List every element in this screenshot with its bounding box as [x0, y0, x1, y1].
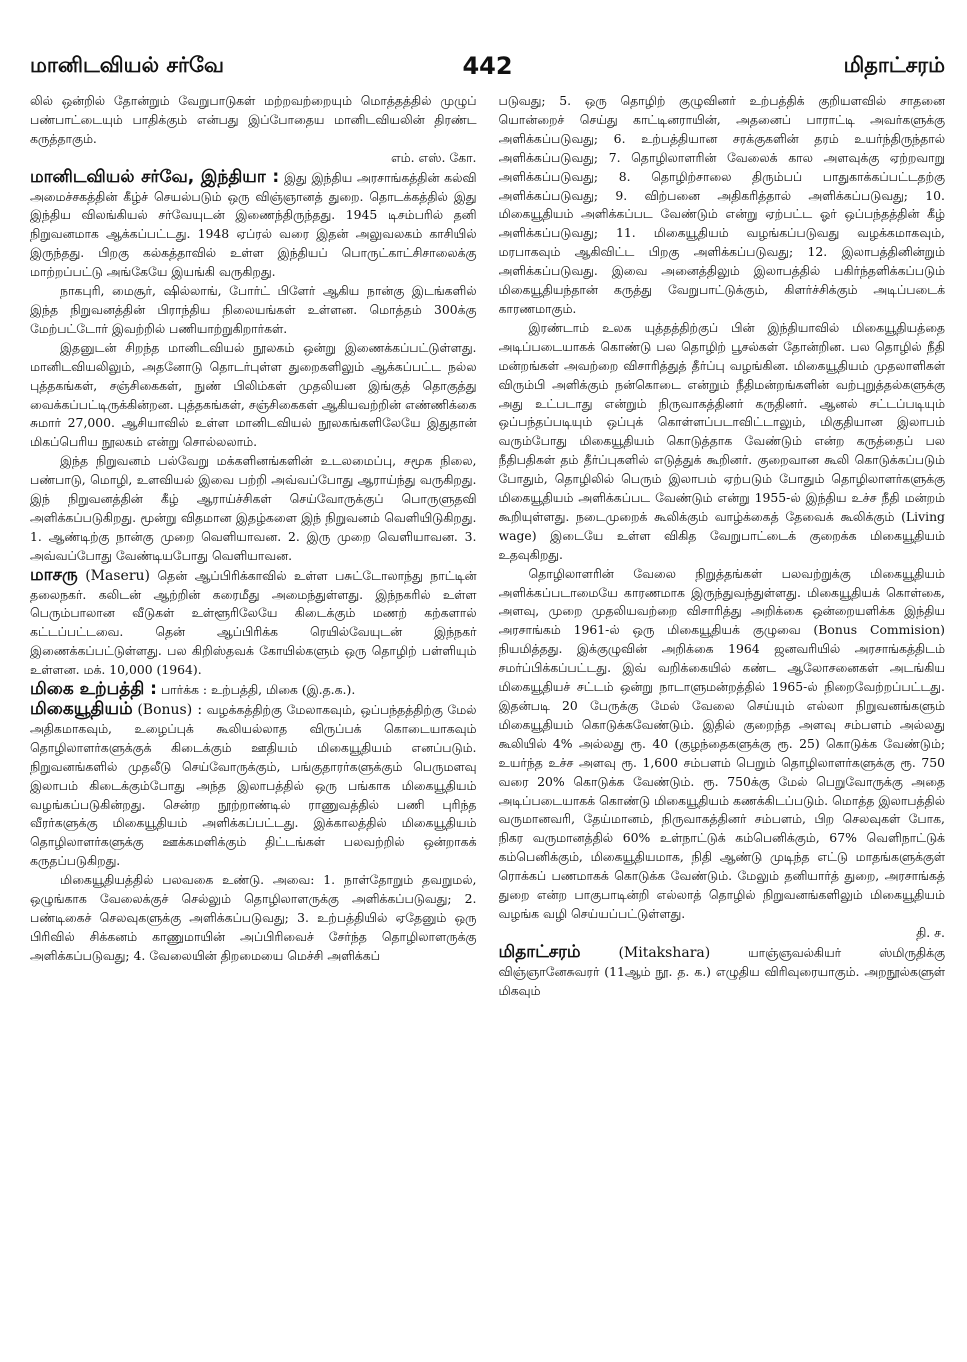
page-number: 442: [462, 52, 513, 80]
entry-anthropological-survey: [30, 168, 477, 282]
paragraph: தொழிலாளரின் வேலை நிறுத்தங்கள் பலவற்றுக்கு மிகையூதியம் அளிக்கப்படாமையே காரணமாக இருந்துவந்துள்ளது. மிகையூதியக் கொள்கை, அளவு, முறை முதலியவற்றை விசாரித்து அறிக்கை ஒன்றையளிக்க இந்திய அரசாங்கம் 1961-ல் ஒரு மிகையூதியக் குழுவை (Bonus Commision) நியமித்தது. இக்குழுவின் அறிக்கை 1964 ஜனவரியில் அரசாங்கத்திடம் சமர்ப்பிக்கப்பட்டது. இவ் வறிக்கையில் கண்ட ஆலோசனைகள் அடங்கிய மிகையூதியச் சட்டம் ஒன்று நாடாளுமன்றத்தில் 1965-ல் நிறைவேற்றப்பட்டது. இதன்படி 20 பேருக்கு மேல் வேலை செய்யும் எல்லா நிறுவனங்களும் மிகையூதியம் கொடுக்கவேண்டும். இதில் குறைந்த அளவு சம்பளம் அல்லது கூலியில் 4% அல்லது ரூ. 40 (குழந்தைகளுக்கு ரூ. 25) கொடுக்க வேண்டும்; உயர்ந்த உச்ச அளவு ரூ. 1,600 சம்பளம் பெறும் தொழிலாளர்களுக்கு ரூ. 750 வரை 20% கொடுக்க வேண்டும். ரூ. 750க்கு மேல் பெறுவோருக்கு அதை அடிப்படையாகக் கொண்டு மிகையூதியம் கணக்கிடப்படும். மொத்த இலாபத்தில் வருமானவரி, தேய்மானம், நிருவாகத்தினர் சம்பளம், பிற செலவுகள் போக, நிகர வருமானத்தில் 60% உள்நாட்டுக் கம்பெனிக்கும், 67% வெளிநாட்டுக் கம்பெனிக்கும், மிகையூதியமாக, நிதி ஆண்டு முடிந்த எட்டு மாதங்களுக்குள் ரொக்கப் பணமாகக் கொடுக்க வேண்டும். மேலும் தனியார்த் துறை, அரசாங்கத் துறை என்ற பாகுபாடின்றி எல்லாத் தொழில் நிறுவனங்களிலும் மிகையூதியம் வழங்க வழி செய்யப்பட்டுள்ளது.: [498, 565, 945, 921]
entry-bonus: [30, 700, 477, 871]
entry-headword-english: (Bonus) :: [137, 702, 203, 718]
text-columns: [30, 92, 945, 1352]
entry-headword: மிதாட்சரம்: [498, 941, 581, 962]
paragraph: மிகையூதியத்தில் பலவகை உண்டு. அவை: 1. நாள்தோறும் தவறுமல், ஒழுங்காக வேலைக்குச் செல்லும் தொழிலாளருக்கு அளிக்கப்படுவது; 2. பண்டிகைச் செலவுகளுக்கு அளிக்கப்படுவது; 3. உற்பத்தியில் ஏதேனும் ஒரு பிரிவில் சிக்கனம் காணுமாயின் அப்பிரிவைச் சேர்ந்த தொழிலாளருக்கு அளிக்கப்படுவது; 4. வேலையின் திறமையை மெச்சி அளிக்கப்: [30, 872, 477, 963]
left-column: [30, 92, 477, 1352]
paragraph: இந்த நிறுவனம் பல்வேறு மக்களினங்களின் உடலமைப்பு, சமூக நிலை, பண்பாடு, மொழி, உளவியல் இவை பற்றி அவ்வப்போது ஆராய்ந்து வருகிறது. இந் நிறுவனத்தின் கீழ் ஆராய்ச்சிகள் செய்வோருக்குப் பொருளுதவி அளிக்கப்படுகிறது. மூன்று விதமான இதழ்களை இந் நிறுவனம் வெளியிடுகிறது. 1. ஆண்டிற்கு நான்கு முறை வெளியாவன. 2. இரு முறை வெளியாவன. 3. அவ்வப்போது வேண்டியபோது வெளியாவன.: [30, 453, 477, 563]
entry-text: தென் ஆப்பிரிக்காவில் உள்ள பசுட்டோலாந்து நாட்டின் தலைநகர். கலிடன் ஆற்றின் கரைமீது அமைந்துள்ளது. இந்நகரில் உள்ள பெரும்பாலான வீடுகள் உள்ளூரிலேயே கிடைக்கும் மணற் கற்களால் கட்டப்பட்டவை. தென் ஆப்பிரிக்க ரெயில்வேயுடன் இந்நகர் இணைக்கப்பட்டுள்ளது. பல கிறிஸ்தவக் கோயில்களும் ஒரு தொழிற் பள்ளியும் உள்ளன. மக். 10,000 (1964).: [30, 567, 477, 678]
entry-mitakshara: [499, 943, 946, 1001]
paragraph-text: லில் ஒன்றில் தோன்றும் வேறுபாடுகள் மற்றவற்றையும் மொத்தத்தில் முழுப் பண்பாட்டையும் பாதிக்கும் என்பது இப்போதைய மானிடவியலின் திரண்ட கருத்தாகும்.: [30, 93, 477, 146]
author-signoff: எம். எஸ். கோ.: [390, 149, 477, 165]
entry-headword: மிகை உற்பத்தி :: [30, 679, 157, 700]
author-signoff: தி. ச.: [916, 924, 945, 940]
paragraph: இரண்டாம் உலக யுத்தத்திற்குப் பின் இந்தியாவில் மிகையூதியத்தை அடிப்படையாகக் கொண்டு பல தொழிற் பூசல்கள் தோன்றின. பல தொழில் நீதி மன்றங்கள் அவற்றை விசாரித்துத் தீர்ப்பு வழங்கின. மிகையூதியம் முதலாளிகள் விரும்பி அளிக்கும் நன்கொடை என்றும் நீதிமன்றங்களின் வற்புறுத்தல்களுக்கு அது உட்படாது என்றும் நிருவாகத்தினர் கருதினர். ஆனல் சட்டப்படியும் ஒப்பந்தப்படியும் ஒப்புக் கொள்ளப்படாவிட்டாலும், மிகுதியான இலாபம் வரும்போது மிகையூதியம் கொடுத்தாக வேண்டும் என்ற கருத்தைப் பல நீதிபதிகள் தம் தீர்ப்புகளில் எடுத்துக் கூறினர். குறைவான கூலி கொடுக்கப்படும் போதும், தொழிலில் பெரும் இலாபம் ஏற்படும் போதும் தொழிலாளர்களுக்கு மிகையூதியம் அளிக்கப்பட வேண்டும் என்று 1955-ல் இந்திய உச்ச நீதி மன்றம் கூறியுள்ளது. நடைமுறைக் கூலிக்கும் வாழ்க்கைத் தேவைக் கூலிக்கும் (Living wage) இடையே உள்ள விகித வேறுபாட்டைக் குறைக்க மிகையூதியம் உதவுகிறது.: [498, 319, 945, 562]
paragraph: நாகபுரி, மைசூர், ஷில்லாங், போர்ட் பிளேர் ஆகிய நான்கு இடங்களில் இந்த நிறுவனத்தின் பிராந்திய நிலையங்கள் உள்ளன. மொத்தம் 300க்கு மேற்பட்டோர் இவற்றில் பணியாற்றுகிறார்கள்.: [30, 283, 477, 336]
entry-text: பார்க்க : உற்பத்தி, மிகை (இ.த.க.).: [160, 682, 356, 698]
entry-maseru: [30, 566, 477, 680]
entry-headword-english: (Maseru): [85, 567, 151, 584]
paragraph: இதனுடன் சிறந்த மானிடவியல் நூலகம் ஒன்று இணைக்கப்பட்டுள்ளது. மானிடவியலிலும், அதனோடு தொடர்புள்ள துறைகளிலும் ஆக்கப்பட்ட நல்ல புத்தகங்கள், சஞ்சிகைகள், நுண் பிலிம்கள் முதலியன இங்குத் தொகுத்து வைக்கப்பட்டிருக்கின்றன. புத்தகங்கள், சஞ்சிகைகள் ஆகியவற்றின் எண்ணிக்கை சுமார் 27,000. ஆசியாவில் உள்ள மானிடவியல் நூலகங்களிலேயே இதுதான் மிகப்பெரிய நூலகம் என்று சொல்லலாம்.: [30, 339, 477, 450]
entry-headword: மாசரு: [30, 564, 78, 585]
entry-surplus-production: [30, 680, 477, 700]
paragraph: படுவது; 5. ஒரு தொழிற் குழுவினர் உற்பத்திக் குறியளவில் சாதனை யொன்றைச் செய்து காட்டினராயின், அதனைப் பாராட்டி அவர்களுக்கு அளிக்கப்படுவது; 6. உற்பத்தியான சரக்குகளின் தரம் உயர்ந்திருந்தால் அளிக்கப்படுவது; 7. தொழிலாளரின் வேலைக் கால அளவுக்கு ஏற்றவாறு அளிக்கப்படுவது; 8. தொழிற்சாலை திரும்பப் பாதுகாக்கப்பட்டதற்கு அளிக்கப்படுவது; 9. விற்பனை அதிகரித்தால் அளிக்கப்படுவது; 10. மிகையூதியம் அளிக்கப்பட வேண்டும் என்று ஏற்பட்ட ஓர் ஒப்பந்தத்தின் கீழ் அளிக்கப்படுவது; 11. மிகையூதியம் வழங்கப்படுவது வழக்கமாகவும், மரபாகவும் ஆகிவிட்ட பிறகு அளிக்கப்படுவது; 12. இலாபத்தினின்றும் அளிக்கப்படுவது. இவை அனைத்திலும் இலாபத்தில் பகிர்ந்தளிக்கப்படும் மிகையூதியந்தான் கருத்து வேறுபாட்டுக்கும், கிளர்ச்சிக்கும் அடிப்படைக் காரணமாகும்.: [498, 93, 945, 316]
right-column: [499, 92, 946, 1352]
header-left-guideword: மானிடவியல் சர்வே: [30, 53, 224, 77]
entry-text: வழக்கத்திற்கு மேலாகவும், ஒப்பந்தத்திற்கு மேல் அதிகமாகவும், உழைப்புக் கூலியல்லாத விருப்பக் கொடையாகவும் தொழிலாளர்களுக்குக் கிடைக்கும் ஊதியம் மிகையூதியம் எனப்படும். நிறுவனங்களில் முதலீடு செய்வோருக்கும், பங்குதாரர்களுக்கும் பெருமளவு இலாபம் கிடைக்கும்போது அந்த இலாபத்தில் ஒரு பங்காக மிகையூதியம் வழங்கப்படுகின்றது. சென்ற நூற்றாண்டில் ராணுவத்தில் பணி புரிந்த வீரர்களுக்கு மிகையூதியம் அளிக்கப்பட்டது. இக்காலத்தில் மிகையூதியம் தொழிலாளர்களுக்கு ஊக்கமளிக்கும் திட்டங்கள் பலவற்றில் ஒன்றாகக் கருதப்படுகிறது.: [30, 702, 477, 869]
entry-headword: மிகையூதியம்: [30, 699, 133, 719]
entry-text: இது இந்திய அரசாங்கத்தின் கல்வி அமைச்சகத்தின் கீழ்ச் செயல்படும் ஒரு விஞ்ஞானத் துறை. தொடக்கத்தில் இது இந்திய விலங்கியல் சர்வேயுடன் இணைந்திருந்தது. 1945 டிசம்பரில் தனி நிறுவனமாக ஆக்கப்பட்டது. 1948 ஏப்ரல் வரை இதன் அலுவலகம் காசியில் இருந்தது. பிறகு கல்கத்தாவில் உள்ள இந்தியப் பொருட்காட்சிசாலைக்கு மாற்றப்பட்டு அங்கேயே இயங்கி வருகிறது.: [30, 169, 477, 280]
entry-text: யாஞ்ஞவல்கியர் ஸ்மிருதிக்கு விஞ்ஞானேசுவரர் (11ஆம் நூ. த. க.) எழுதிய விரிவுரையாகும். அறநூல்களுள் மிகவும்: [498, 944, 945, 998]
entry-headword-english: (Mitakshara): [618, 944, 711, 961]
entry-headword: மானிடவியல் சர்வே, இந்தியா :: [30, 166, 280, 187]
page-header: [30, 40, 945, 80]
paragraph: [30, 92, 477, 149]
header-right-guideword: மிதாட்சரம்: [843, 53, 945, 77]
